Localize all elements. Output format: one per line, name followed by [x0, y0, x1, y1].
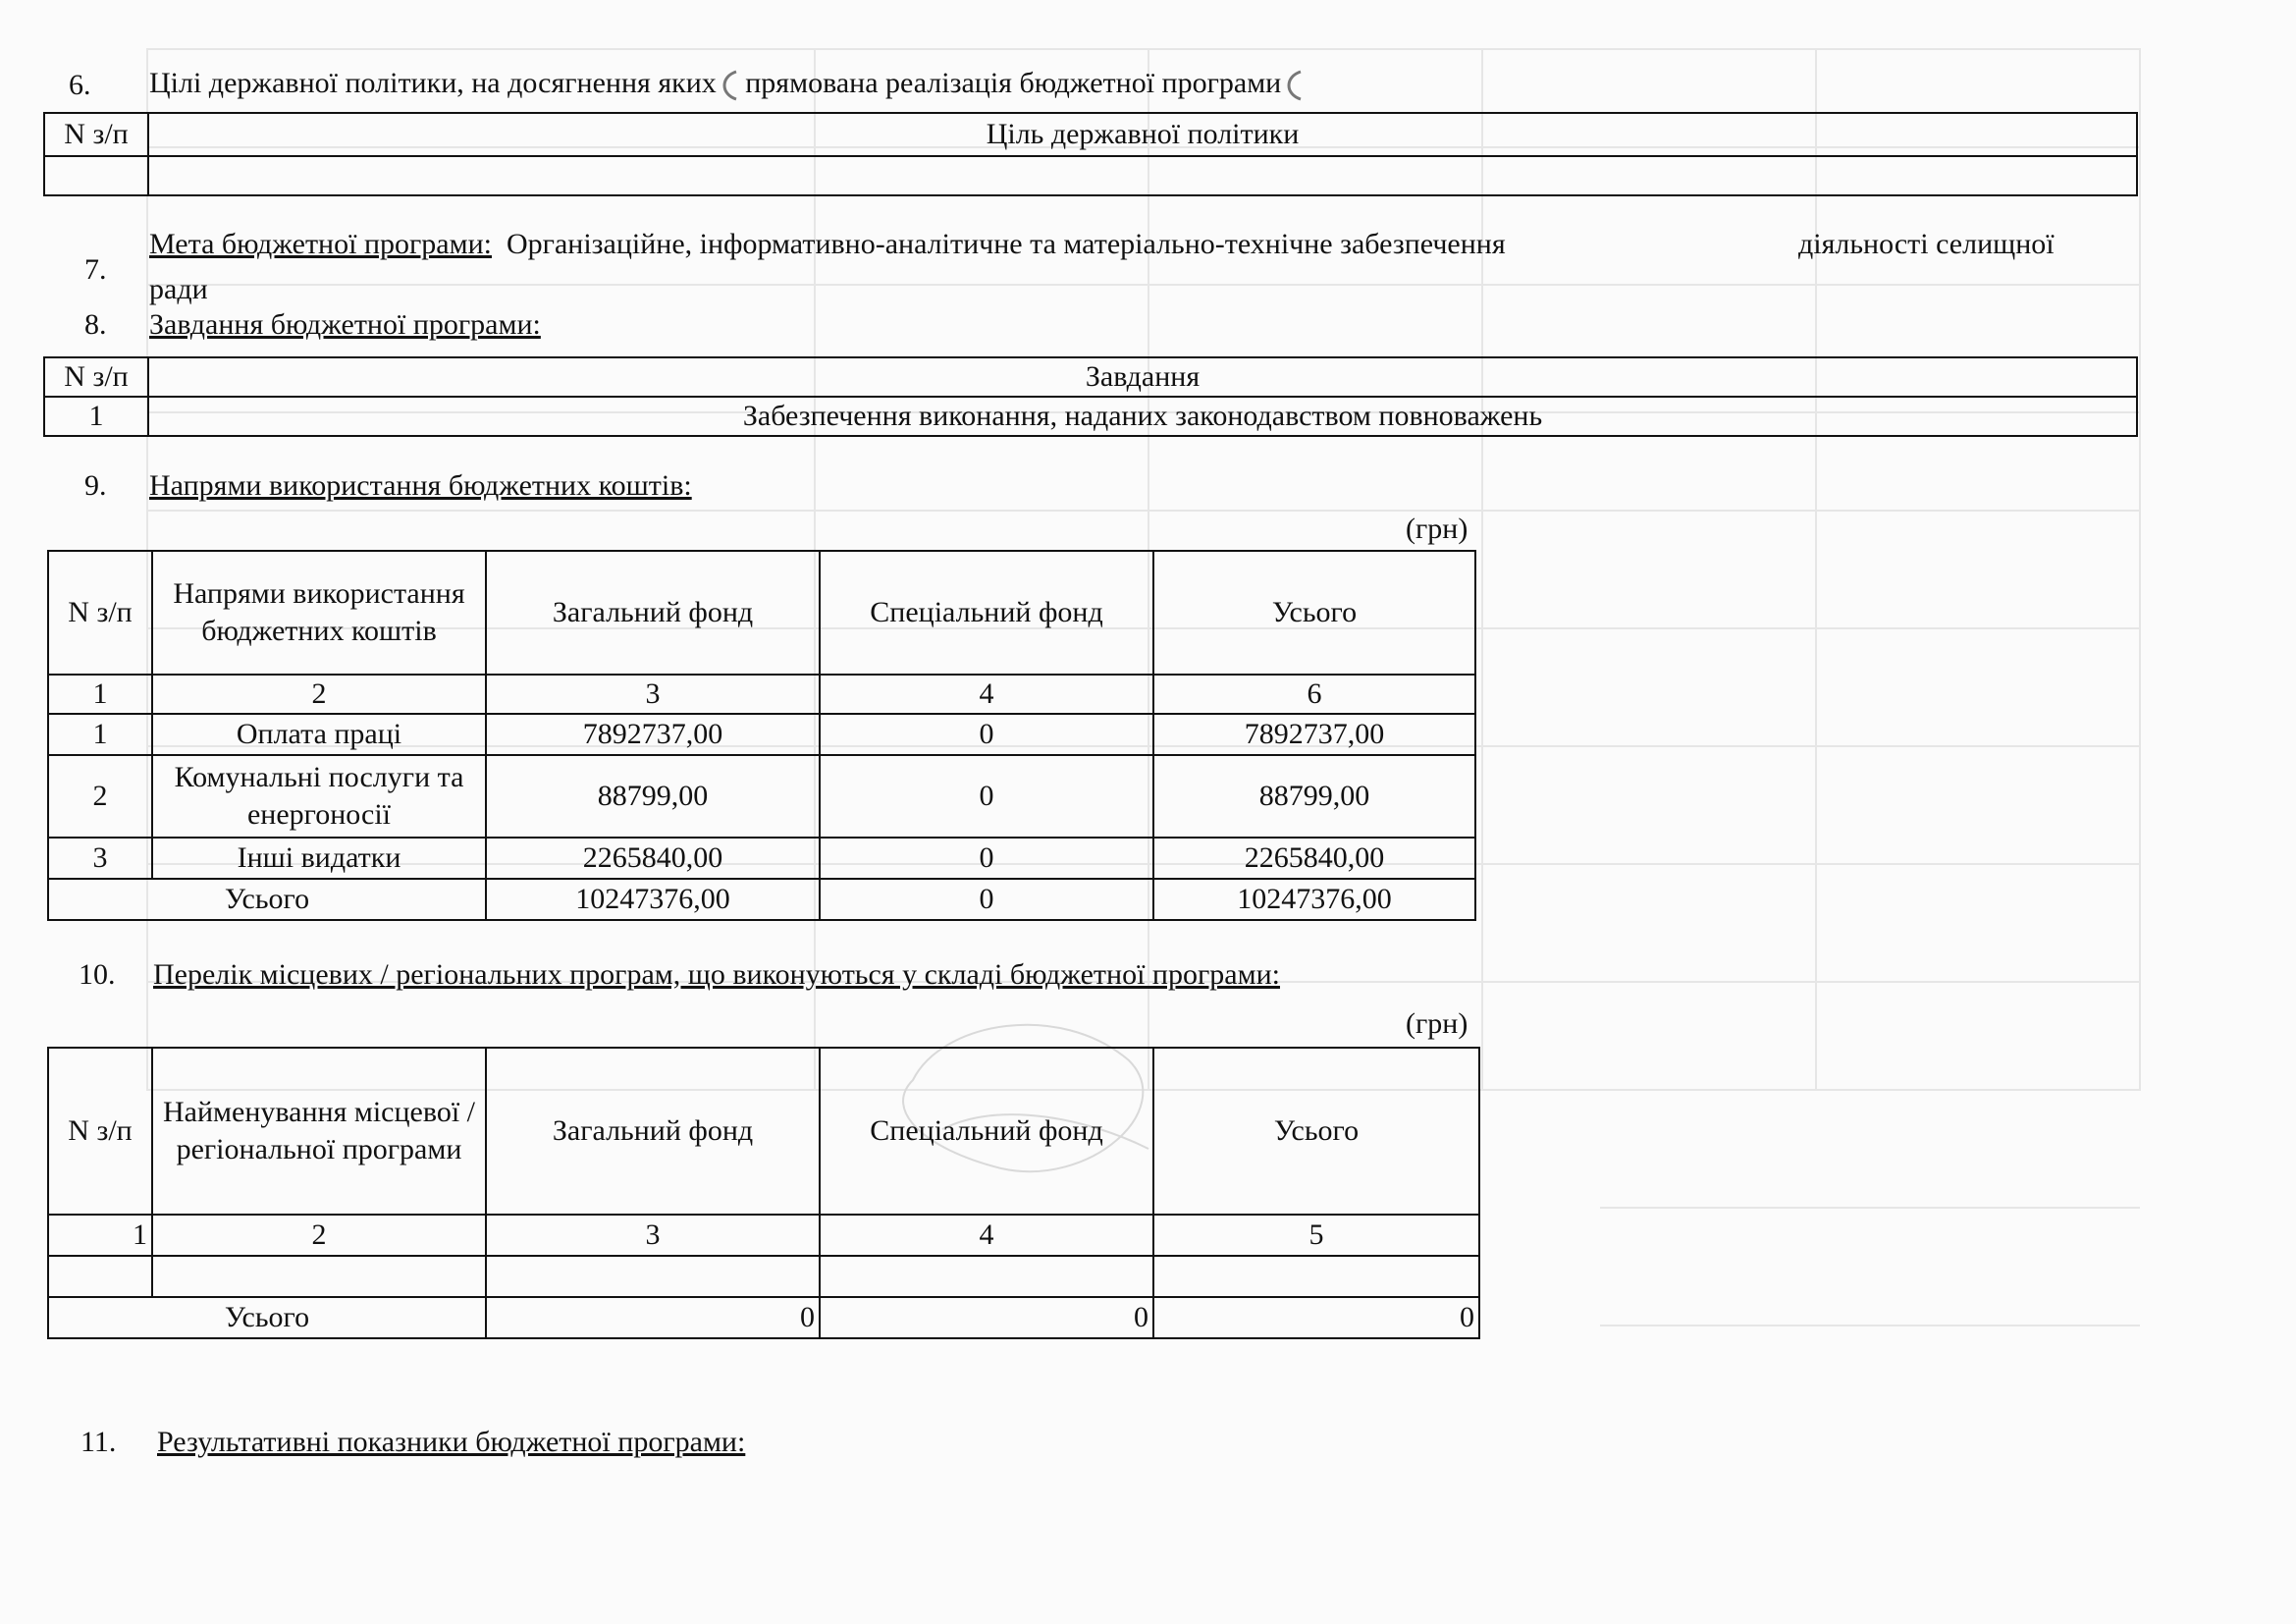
header-cell: Усього [1153, 1048, 1479, 1215]
table-cell: 1 [44, 397, 148, 436]
table-cell: Забезпечення виконання, наданих законодавством повноважень [148, 397, 2137, 436]
total-cell: 0 [820, 879, 1153, 920]
section-6-number: 6. [69, 69, 91, 101]
header-cell: Загальний фонд [486, 551, 820, 675]
section-10-unit: (грн) [1406, 1007, 1468, 1040]
table-total-row [48, 879, 1475, 920]
section-6-heading-part-a: Цілі державної політики, на досягнення яких [149, 67, 717, 99]
table-cell [48, 1256, 152, 1297]
table-cell: 2 [48, 755, 152, 838]
index-cell: 5 [1153, 1215, 1479, 1256]
table-cell: 2265840,00 [1153, 838, 1475, 879]
table-index-row [48, 1215, 1479, 1256]
section-8-number: 8. [84, 308, 107, 341]
header-cell: N з/п [44, 113, 148, 156]
section-9-label: Напрями використання бюджетних коштів: [149, 469, 692, 502]
table-cell: 2265840,00 [486, 838, 820, 879]
section-7-label: Мета бюджетної програми: [149, 228, 492, 260]
index-cell: 6 [1153, 675, 1475, 714]
table-cell [486, 1256, 820, 1297]
table-cell: 0 [820, 838, 1153, 879]
table-header-row [44, 357, 2137, 397]
section-7-number: 7. [84, 253, 107, 286]
table-cell [148, 156, 2137, 195]
section-11-number: 11. [80, 1426, 117, 1458]
header-cell: Напрями використання бюджетних коштів [152, 551, 486, 675]
header-cell: Загальний фонд [486, 1048, 820, 1215]
table-row [44, 156, 2137, 195]
table-cell: 3 [48, 838, 152, 879]
section-8-label: Завдання бюджетної програми: [149, 308, 541, 341]
regional-programs-table [47, 1047, 1480, 1339]
header-cell: N з/п [44, 357, 148, 397]
table-row [48, 838, 1475, 879]
section-10-number: 10. [79, 958, 116, 991]
total-cell: 10247376,00 [1153, 879, 1475, 920]
table-header-row [48, 551, 1475, 675]
table-total-row [48, 1297, 1479, 1338]
table-cell: Оплата праці [152, 714, 486, 755]
table-cell: Інші видатки [152, 838, 486, 879]
section-10-label: Перелік місцевих / регіональних програм, що виконуються у складі бюджетної програми: [153, 958, 1280, 991]
header-cell: N з/п [48, 551, 152, 675]
header-cell: N з/п [48, 1048, 152, 1215]
section-9-unit: (грн) [1406, 513, 1468, 545]
index-cell: 1 [48, 1215, 152, 1256]
table-index-row [48, 675, 1475, 714]
index-cell: 4 [820, 1215, 1153, 1256]
table-header-row [44, 113, 2137, 156]
section-11-label: Результативні показники бюджетної програми: [157, 1426, 746, 1458]
table-cell: Комунальні послуги та енергоносії [152, 755, 486, 838]
policy-goals-table [43, 112, 2138, 196]
index-cell: 3 [486, 1215, 820, 1256]
table-cell: 88799,00 [1153, 755, 1475, 838]
index-cell: 2 [152, 1215, 486, 1256]
header-cell: Завдання [148, 357, 2137, 397]
header-cell: Усього [1153, 551, 1475, 675]
total-label-cell: Усього [48, 1297, 486, 1338]
table-row [44, 397, 2137, 436]
header-cell: Ціль державної політики [148, 113, 2137, 156]
table-cell [820, 1256, 1153, 1297]
total-cell: 0 [486, 1297, 820, 1338]
header-cell: Спеціальний фонд [820, 1048, 1153, 1215]
section-9-number: 9. [84, 469, 107, 502]
table-cell [152, 1256, 486, 1297]
section-7-line [149, 228, 1506, 261]
table-row [48, 755, 1475, 838]
total-cell: 0 [1153, 1297, 1479, 1338]
spending-directions-table [47, 550, 1476, 921]
index-cell: 1 [48, 675, 152, 714]
table-cell: 0 [820, 714, 1153, 755]
table-cell: 7892737,00 [1153, 714, 1475, 755]
staple-mark-icon [1281, 69, 1303, 102]
staple-mark-icon [717, 69, 738, 102]
total-cell: 10247376,00 [486, 879, 820, 920]
table-header-row [48, 1048, 1479, 1215]
header-cell: Найменування місцевої / регіональної програми [152, 1048, 486, 1215]
section-6-heading [149, 67, 1303, 102]
section-6-heading-part-b: прямована реалізація бюджетної програми [745, 67, 1282, 99]
index-cell: 4 [820, 675, 1153, 714]
table-cell: 0 [820, 755, 1153, 838]
index-cell: 3 [486, 675, 820, 714]
section-7-text-wrap: ради [149, 273, 208, 305]
table-cell: 88799,00 [486, 755, 820, 838]
total-cell: 0 [820, 1297, 1153, 1338]
total-label-cell: Усього [48, 879, 486, 920]
section-7-text: Організаційне, інформативно-аналітичне та матеріально-технічне забезпечення [507, 228, 1506, 260]
index-cell: 2 [152, 675, 486, 714]
table-cell [1153, 1256, 1479, 1297]
table-cell: 7892737,00 [486, 714, 820, 755]
tasks-table [43, 356, 2138, 437]
table-cell [44, 156, 148, 195]
section-7-text-continued: діяльності селищної [1798, 228, 2055, 260]
table-cell: 1 [48, 714, 152, 755]
header-cell: Спеціальний фонд [820, 551, 1153, 675]
table-row [48, 1256, 1479, 1297]
table-row [48, 714, 1475, 755]
